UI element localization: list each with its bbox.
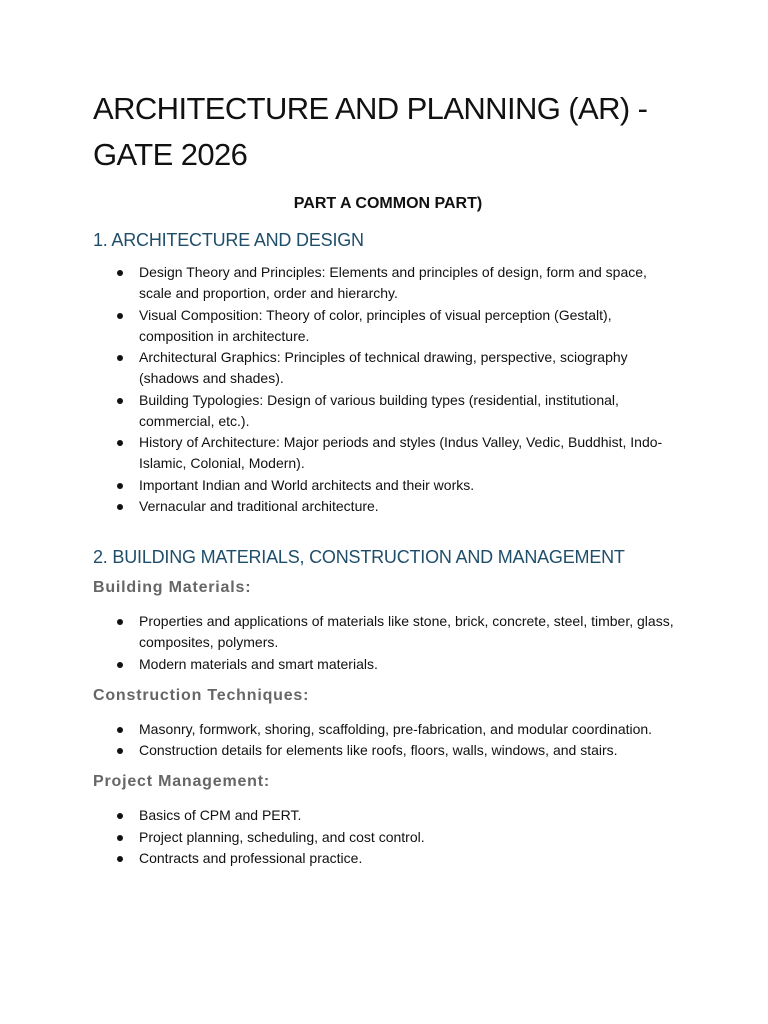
- list-item: Vernacular and traditional architecture.: [93, 496, 683, 517]
- section-heading-building-materials: 2. BUILDING MATERIALS, CONSTRUCTION AND MANAGEMENT: [93, 547, 625, 567]
- project-management-list: [93, 805, 683, 869]
- list-item: Construction details for elements like roofs, floors, walls, windows, and stairs.: [93, 740, 683, 761]
- part-heading: PART A COMMON PART): [293, 195, 483, 212]
- subheading-project-management: Project Management:: [93, 773, 271, 790]
- construction-techniques-list: [93, 719, 683, 762]
- list-item: Basics of CPM and PERT.: [93, 805, 683, 826]
- list-item: Design Theory and Principles: Elements and principles of design, form and space, scale and proportion, order and hierarchy.: [93, 262, 683, 304]
- list-item: Architectural Graphics: Principles of technical drawing, perspective, sciography (shadows and shades).: [93, 347, 683, 389]
- list-item: Contracts and professional practice.: [93, 848, 683, 869]
- list-item: Masonry, formwork, shoring, scaffolding, pre-fabrication, and modular coordination.: [93, 719, 683, 740]
- list-item: Building Typologies: Design of various building types (residential, institutional, commercial, etc.).: [93, 390, 683, 432]
- building-materials-list: [93, 611, 683, 675]
- section-heading-architecture-design: 1. ARCHITECTURE AND DESIGN: [93, 230, 364, 250]
- list-item: Important Indian and World architects and their works.: [93, 475, 683, 496]
- subheading-building-materials: Building Materials:: [93, 579, 252, 596]
- document-page: [93, 86, 683, 870]
- list-item: History of Architecture: Major periods and styles (Indus Valley, Vedic, Buddhist, Indo-Islamic, Colonial, Modern).: [93, 432, 683, 474]
- list-item: Properties and applications of materials like stone, brick, concrete, steel, timber, glass, composites, polymers.: [93, 611, 683, 653]
- list-item: Project planning, scheduling, and cost control.: [93, 827, 683, 848]
- list-item: Visual Composition: Theory of color, principles of visual perception (Gestalt), composition in architecture.: [93, 305, 683, 347]
- list-item: Modern materials and smart materials.: [93, 654, 683, 675]
- subheading-construction-techniques: Construction Techniques:: [93, 686, 310, 704]
- document-title: ARCHITECTURE AND PLANNING (AR) - GATE 2026: [93, 91, 648, 172]
- architecture-design-list: [93, 262, 683, 517]
